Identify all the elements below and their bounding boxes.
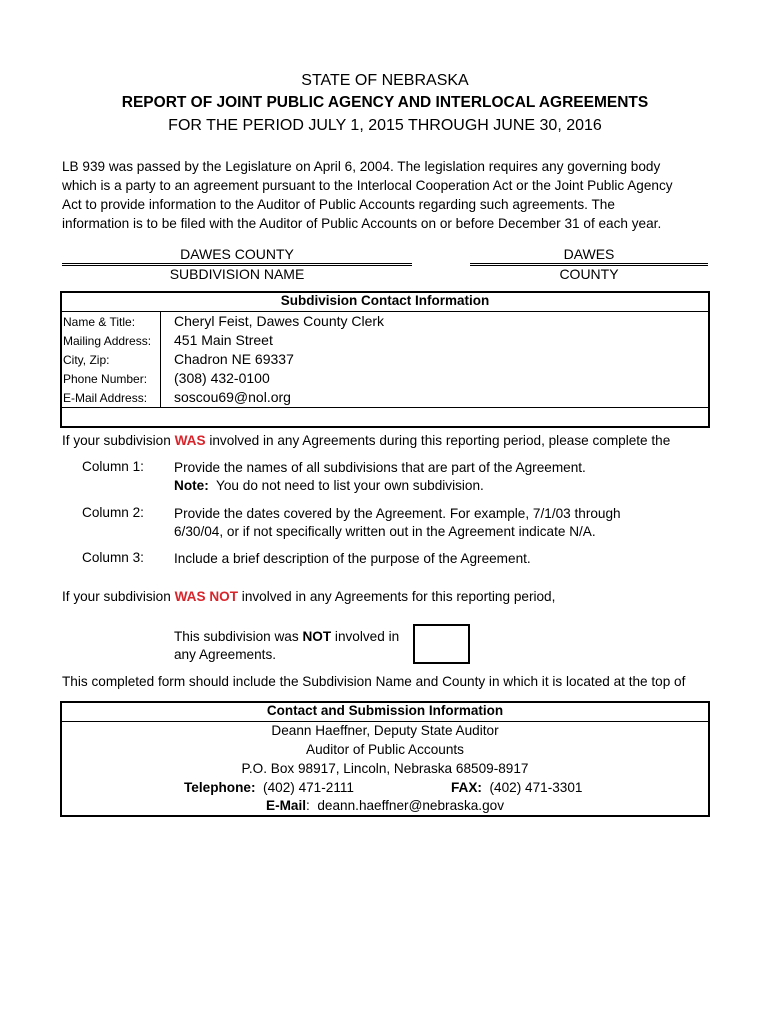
submission-title: Contact and Submission Information bbox=[266, 703, 504, 718]
phone-value[interactable]: (308) 432-0100 bbox=[174, 370, 270, 386]
column-2-text bbox=[174, 505, 674, 541]
was-prefix: If your subdivision bbox=[62, 433, 175, 448]
phone-label: Phone Number: bbox=[63, 372, 148, 386]
column-3-label: Column 3: bbox=[82, 550, 144, 565]
not-involved-pre: This subdivision was bbox=[174, 629, 303, 644]
submission-title-rule bbox=[61, 721, 709, 722]
intro-line: Act to provide information to the Auditor of Public Accounts regarding such agreements. The bbox=[62, 197, 615, 212]
email-value[interactable]: soscou69@nol.org bbox=[174, 389, 291, 405]
not-involved-post: involved in bbox=[331, 629, 400, 644]
telephone-value: (402) 471-2111 bbox=[255, 780, 354, 795]
name-title-label: Name & Title: bbox=[63, 315, 136, 329]
was-instruction bbox=[62, 433, 670, 448]
contact-title-rule bbox=[61, 311, 709, 312]
contact-bottom-rule bbox=[61, 407, 709, 408]
intro-line: which is a party to an agreement pursuant to the Interlocal Cooperation Act or the Joint Public Agency bbox=[62, 178, 673, 193]
not-involved-bold: NOT bbox=[302, 629, 332, 644]
was-not-highlight: WAS NOT bbox=[174, 589, 239, 604]
mailing-address-value[interactable]: 451 Main Street bbox=[174, 332, 273, 348]
name-title-value[interactable]: Cheryl Feist, Dawes County Clerk bbox=[174, 313, 385, 329]
column-2-line: Provide the dates covered by the Agreement. For example, 7/1/03 through bbox=[174, 506, 621, 521]
was-highlight: WAS bbox=[174, 433, 206, 448]
fax-label: FAX: bbox=[451, 780, 482, 795]
fax bbox=[451, 780, 582, 795]
not-involved-line-2: any Agreements. bbox=[174, 647, 277, 662]
mailing-address-label: Mailing Address: bbox=[63, 334, 152, 348]
submission-email-value[interactable]: : deann.haeffner@nebraska.gov bbox=[306, 798, 504, 813]
label-divider bbox=[160, 312, 161, 407]
county-value[interactable]: DAWES bbox=[563, 246, 615, 262]
note-label: Note: bbox=[174, 478, 209, 493]
was-not-instruction bbox=[62, 589, 555, 604]
submission-email-label: E-Mail bbox=[266, 798, 307, 813]
period-title: FOR THE PERIOD JULY 1, 2015 THROUGH JUNE 30, 2016 bbox=[168, 117, 602, 134]
not-involved-checkbox[interactable] bbox=[413, 624, 470, 664]
city-zip-value[interactable]: Chadron NE 69337 bbox=[174, 351, 294, 367]
column-1-note bbox=[174, 477, 674, 495]
auditor-address: P.O. Box 98917, Lincoln, Nebraska 68509-8917 bbox=[241, 761, 529, 776]
column-1-label: Column 1: bbox=[82, 459, 144, 474]
column-1-text bbox=[174, 459, 674, 495]
was-suffix: involved in any Agreements during this reporting period, please complete the bbox=[205, 433, 671, 448]
column-2-line: 6/30/04, or if not specifically written out in the Agreement indicate N/A. bbox=[174, 524, 596, 539]
column-1-line: Provide the names of all subdivisions that are part of the Agreement. bbox=[174, 460, 586, 475]
completed-form-note: This completed form should include the Subdivision Name and County in which it is located at the top of bbox=[62, 674, 686, 689]
column-2-label: Column 2: bbox=[82, 505, 144, 520]
telephone-label: Telephone: bbox=[184, 780, 256, 795]
column-3-line: Include a brief description of the purpose of the Agreement. bbox=[174, 551, 531, 566]
was-not-suffix: involved in any Agreements for this reporting period, bbox=[238, 589, 556, 604]
intro-line: information is to be filed with the Auditor of Public Accounts on or before December 31 of each year. bbox=[62, 216, 662, 231]
email-label: E-Mail Address: bbox=[63, 391, 148, 405]
intro-paragraph bbox=[62, 157, 722, 233]
column-3-text bbox=[174, 550, 674, 568]
state-title: STATE OF NEBRASKA bbox=[301, 72, 469, 89]
report-title: REPORT OF JOINT PUBLIC AGENCY AND INTERLOCAL AGREEMENTS bbox=[121, 94, 649, 111]
submission-email bbox=[62, 798, 708, 813]
subdivision-name-label: SUBDIVISION NAME bbox=[169, 266, 305, 282]
city-zip-label: City, Zip: bbox=[63, 353, 110, 367]
contact-info-title: Subdivision Contact Information bbox=[280, 293, 490, 308]
not-involved-line bbox=[174, 628, 399, 646]
fax-value: (402) 471-3301 bbox=[481, 780, 583, 795]
subdivision-name-value[interactable]: DAWES COUNTY bbox=[180, 246, 294, 262]
auditor-office: Auditor of Public Accounts bbox=[306, 742, 464, 757]
note-text: You do not need to list your own subdivision. bbox=[208, 478, 484, 493]
was-not-prefix: If your subdivision bbox=[62, 589, 175, 604]
auditor-name: Deann Haeffner, Deputy State Auditor bbox=[271, 723, 499, 738]
intro-line: LB 939 was passed by the Legislature on April 6, 2004. The legislation requires any governing body bbox=[62, 159, 661, 174]
not-involved-text bbox=[174, 628, 399, 664]
county-label: COUNTY bbox=[559, 266, 619, 282]
telephone bbox=[184, 780, 354, 795]
